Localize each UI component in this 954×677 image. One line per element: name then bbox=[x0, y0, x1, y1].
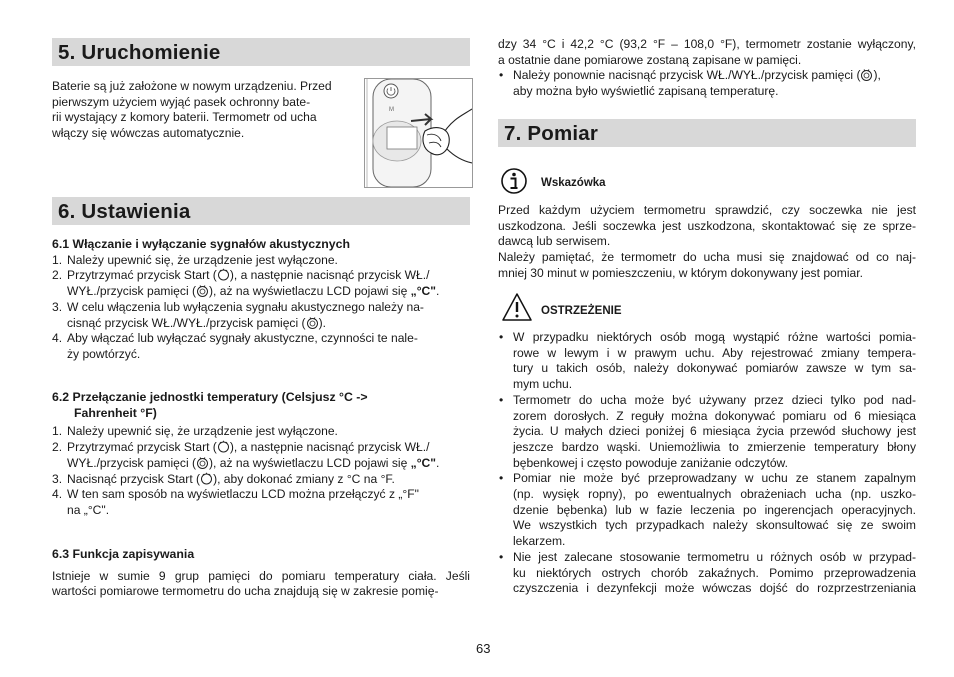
text-line: Pomiar nie może być przeprowadzany w uchu ze stanem zapalnym bbox=[513, 471, 916, 486]
svg-text:M: M bbox=[389, 107, 394, 113]
text-line: wartości pomiarowe termometru do ucha znajdują się w zakresie pomię- bbox=[52, 584, 439, 599]
item-text: ), aby dokonać zmiany z °C na °F. bbox=[213, 471, 395, 486]
section-6-2 bbox=[52, 390, 470, 519]
start-button-icon bbox=[200, 472, 213, 485]
text-line: jeszcze bardzo wąski. Uniemożliwia to zmierzenie temperatury błony bbox=[513, 439, 916, 454]
text-line: bębenkowej i często powoduje zaniżanie odczytów. bbox=[513, 455, 788, 470]
text-line: uszkodzona. Jeśli soczewka jest uszkodzona, skontaktować się ze sprze- bbox=[498, 218, 916, 233]
item-text: Nacisnąć przycisk Start ( bbox=[67, 471, 201, 486]
subsection-6-2-heading: 6.2 Przełączanie jednostki temperatury (Celsjusz °C -> bbox=[52, 390, 368, 404]
item-text: ), bbox=[873, 68, 881, 83]
text-line: ku niektórych ostrych chorób zakaźnych. Pomimo przeprowadzenia bbox=[513, 565, 916, 580]
item-number: 3. bbox=[52, 471, 63, 486]
celsius-label: „°C" bbox=[410, 284, 437, 299]
item-number: 1. bbox=[52, 424, 63, 439]
item-text: Należy ponownie nacisnąć przycisk WŁ./WYŁ./przycisk pamięci ( bbox=[513, 68, 861, 83]
list-item bbox=[52, 440, 470, 471]
section-5-header bbox=[52, 38, 470, 66]
item-text: Przytrzymać przycisk Start ( bbox=[67, 440, 217, 455]
text-line: dzy 34 °C i 42,2 °C (93,2 °F – 108,0 °F), termometr zostanie wyłączony, bbox=[498, 37, 916, 51]
warning-title: OSTRZEŻENIE bbox=[541, 305, 622, 317]
list-item bbox=[52, 424, 470, 440]
text-line: Przed każdym użyciem termometru sprawdzić, czy soczewka nie jest bbox=[498, 203, 916, 217]
celsius-label: „°C" bbox=[410, 455, 437, 470]
text-line: rowe w lewym i w prawym uchu. Aby rejestrować zmiany tempera- bbox=[513, 345, 916, 360]
section-6-3 bbox=[52, 547, 470, 600]
item-text: ), a następnie nacisnąć przycisk WŁ./ bbox=[229, 268, 430, 283]
item-text: WYŁ./przycisk pamięci ( bbox=[67, 284, 197, 299]
thermometer-drawing bbox=[365, 79, 472, 187]
bullet-item bbox=[498, 393, 916, 472]
text-line: tury u takich osób, należy dokonywać pomiarów zawsze w tym sa- bbox=[513, 361, 916, 376]
continued-text bbox=[498, 37, 916, 100]
item-text: W ten sam sposób na wyświetlaczu LCD można przełączyć z „°F" bbox=[67, 487, 419, 502]
item-text: WYŁ./przycisk pamięci ( bbox=[67, 455, 197, 470]
list-item bbox=[52, 268, 470, 299]
subsection-6-1-heading: 6.1 Włączanie i wyłączanie sygnałów akustycznych bbox=[52, 237, 350, 251]
bullet-item bbox=[498, 471, 916, 550]
item-text: cisnąć przycisk WŁ./WYŁ./przycisk pamięci ( bbox=[67, 315, 306, 330]
list-item bbox=[52, 300, 470, 331]
bullet: • bbox=[499, 471, 504, 486]
text-line: lekarzem. bbox=[513, 534, 566, 549]
section-5-title: 5. Uruchomienie bbox=[58, 41, 221, 64]
note-title: Wskazówka bbox=[541, 177, 606, 189]
text-line: Baterie są już założone w nowym urządzeniu. Przed bbox=[52, 79, 332, 93]
text-line: (np. wysięk ropny), po ewentualnych obrażeniach ucha (np. uszko- bbox=[513, 487, 916, 502]
item-text: . bbox=[436, 455, 440, 470]
item-text: na „°C". bbox=[67, 502, 110, 517]
item-text: Aby włączać lub wyłączać sygnały akustyczne, czynności te nale- bbox=[67, 331, 418, 346]
subsection-6-3-heading: 6.3 Funkcja zapisywania bbox=[52, 547, 195, 561]
text-line: Termometr do ucha może być używany przez dzieci tylko pod nad- bbox=[513, 392, 916, 407]
memory-button-icon bbox=[860, 68, 873, 81]
section-6-header bbox=[52, 197, 470, 225]
text-line: Nie jest zalecane stosowanie termometru u różnych osób w przypad- bbox=[513, 549, 916, 564]
item-text: ), a następnie nacisnąć przycisk WŁ./ bbox=[229, 440, 430, 455]
page-number: 63 bbox=[476, 641, 491, 656]
list-item bbox=[52, 253, 470, 269]
bullet: • bbox=[499, 549, 504, 564]
item-number: 4. bbox=[52, 331, 63, 346]
text-line: rii wystający z komory baterii. Termometr od ucha bbox=[52, 110, 317, 125]
warning-list bbox=[498, 330, 916, 597]
battery-strip-illustration bbox=[364, 78, 473, 188]
list-item bbox=[52, 472, 470, 488]
memory-button-icon bbox=[196, 456, 209, 469]
bullet: • bbox=[499, 330, 504, 344]
item-text: ży powtórzyć. bbox=[67, 346, 141, 361]
text-line: mym uchu. bbox=[513, 377, 573, 392]
subsection-6-2-heading-cont: Fahrenheit °F) bbox=[74, 405, 157, 420]
text-line: dawcą lub serwisem. bbox=[498, 234, 611, 249]
info-icon bbox=[501, 167, 527, 195]
bullet-item bbox=[498, 550, 916, 597]
start-button-icon bbox=[217, 268, 230, 281]
text-line: pierwszym użyciem wyjąć pasek ochronny bate- bbox=[52, 94, 311, 109]
item-number: 3. bbox=[52, 299, 63, 314]
item-text: W celu włączenia lub wyłączenia sygnału akustycznego należy na- bbox=[67, 299, 424, 314]
item-number: 2. bbox=[52, 268, 63, 283]
bullet-item bbox=[498, 330, 916, 393]
text-line: życia. U małych dzieci poniżej 6 miesiąca życia przewód słuchowy jest bbox=[513, 424, 916, 439]
item-text: Należy upewnić się, że urządzenie jest wyłączone. bbox=[67, 424, 338, 439]
text-line: dzenie bębenka) lub w fazie leczenia po ingerencjach operacyjnych. bbox=[513, 502, 916, 517]
item-text: Należy upewnić się, że urządzenie jest wyłączone. bbox=[67, 252, 338, 267]
text-line: Istnieje w sumie 9 grup pamięci do pomiaru temperatury ciała. Jeśli bbox=[52, 568, 470, 583]
bullet: • bbox=[499, 392, 504, 407]
item-number: 1. bbox=[52, 252, 63, 267]
section-7-title: 7. Pomiar bbox=[504, 122, 599, 145]
item-text: ). bbox=[318, 315, 326, 330]
text-line: czyszczenia i dezynfekcji może wówczas dojść do rozprzestrzeniania bbox=[513, 581, 916, 596]
item-text: aby można było wyświetlić zapisaną temperaturę. bbox=[513, 84, 779, 99]
section-7-header bbox=[498, 119, 916, 147]
text-line: mniej 30 minut w pomieszczeniu, w którym dokonywany jest pomiar. bbox=[498, 265, 863, 280]
list-item bbox=[52, 487, 470, 518]
text-line: W przypadku niektórych osób mogą wystąpić różne wartości pomia- bbox=[513, 330, 916, 344]
memory-button-icon bbox=[196, 284, 209, 297]
list-item bbox=[52, 331, 470, 362]
text-line: We wszystkich tych przypadkach należy skonsultować się ze swoim bbox=[513, 518, 916, 533]
bullet-item bbox=[498, 68, 916, 99]
item-number: 4. bbox=[52, 487, 63, 502]
item-text: Przytrzymać przycisk Start ( bbox=[67, 268, 217, 283]
bullet: • bbox=[499, 68, 504, 83]
item-text: ), aż na wyświetlaczu LCD pojawi się bbox=[209, 455, 411, 470]
text-line: zorem dorosłych. Z reguły można dokonywać pomiaru od 6 miesiąca bbox=[513, 408, 916, 423]
item-number: 2. bbox=[52, 440, 63, 455]
item-text: . bbox=[436, 284, 440, 299]
warning-icon bbox=[501, 292, 533, 322]
section-6-title: 6. Ustawienia bbox=[58, 200, 191, 223]
memory-button-icon bbox=[306, 316, 319, 329]
section-5-text bbox=[52, 79, 352, 142]
start-button-icon bbox=[217, 440, 230, 453]
text-line: Należy pamiętać, że termometr do ucha musi się znajdować od co naj- bbox=[498, 250, 916, 265]
section-6-1 bbox=[52, 237, 470, 363]
text-line: a ostatnie dane pomiarowe zostaną zapisane w pamięci. bbox=[498, 52, 802, 67]
text-line: włączy się wówczas automatycznie. bbox=[52, 126, 245, 141]
note-text bbox=[498, 203, 916, 282]
item-text: ), aż na wyświetlaczu LCD pojawi się bbox=[209, 284, 411, 299]
